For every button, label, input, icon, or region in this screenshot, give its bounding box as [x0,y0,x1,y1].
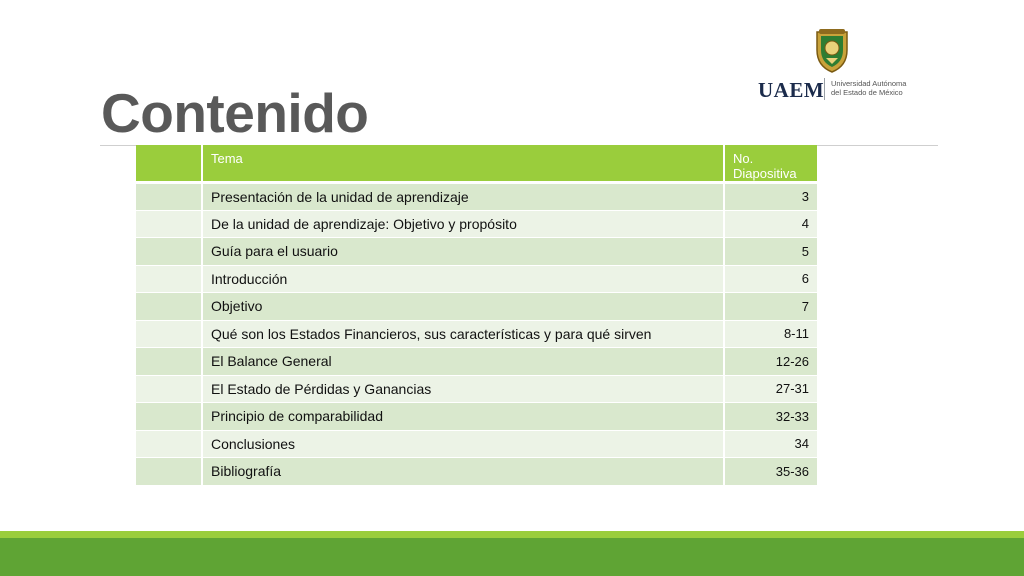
table-row [136,430,817,458]
row-slide-number: 34 [724,430,817,458]
row-blank-cell [136,238,202,266]
row-slide-number: 35-36 [724,458,817,486]
row-slide-number: 3 [724,183,817,211]
row-topic: De la unidad de aprendizaje: Objetivo y propósito [202,210,724,238]
row-topic: Guía para el usuario [202,238,724,266]
row-topic: Principio de comparabilidad [202,403,724,431]
table-row [136,458,817,486]
row-blank-cell [136,348,202,376]
logo-university-name [831,79,921,97]
row-slide-number: 5 [724,238,817,266]
table-row [136,265,817,293]
row-blank-cell [136,430,202,458]
row-slide-number: 7 [724,293,817,321]
table-header-row [136,145,817,183]
table-row [136,403,817,431]
header-slide-number-line-2: Diapositiva [733,166,797,181]
row-slide-number: 27-31 [724,375,817,403]
row-blank-cell [136,183,202,211]
contents-table [136,145,817,486]
table-row [136,293,817,321]
row-topic: Objetivo [202,293,724,321]
logo-divider [824,78,825,100]
row-slide-number: 8-11 [724,320,817,348]
row-blank-cell [136,293,202,321]
table-row [136,320,817,348]
table-body [136,183,817,486]
row-topic: Qué son los Estados Financieros, sus características y para qué sirven [202,320,724,348]
row-topic: Conclusiones [202,430,724,458]
header-slide-number [724,145,817,183]
row-blank-cell [136,375,202,403]
row-blank-cell [136,403,202,431]
table-row [136,375,817,403]
row-slide-number: 32-33 [724,403,817,431]
row-topic: El Estado de Pérdidas y Ganancias [202,375,724,403]
logo-line-1: Universidad Autónoma [831,79,907,88]
row-slide-number: 12-26 [724,348,817,376]
logo-line-2: del Estado de México [831,88,903,97]
row-blank-cell [136,458,202,486]
row-topic: Presentación de la unidad de aprendizaje [202,183,724,211]
row-blank-cell [136,320,202,348]
logo-acronym: UAEM [758,78,825,102]
header-topic: Tema [202,145,724,183]
row-blank-cell [136,265,202,293]
footer-accent-bar [0,531,1024,538]
table-row [136,238,817,266]
footer-bar [0,538,1024,576]
header-slide-number-line-1: No. [733,151,754,166]
row-slide-number: 4 [724,210,817,238]
table-row [136,183,817,211]
table-row [136,210,817,238]
row-topic: Bibliografía [202,458,724,486]
uaem-logo [758,28,918,102]
table-row [136,348,817,376]
row-topic: El Balance General [202,348,724,376]
header-blank [136,145,202,183]
slide-title: Contenido [101,82,369,144]
row-slide-number: 6 [724,265,817,293]
row-topic: Introducción [202,265,724,293]
row-blank-cell [136,210,202,238]
university-seal-icon [809,28,855,74]
